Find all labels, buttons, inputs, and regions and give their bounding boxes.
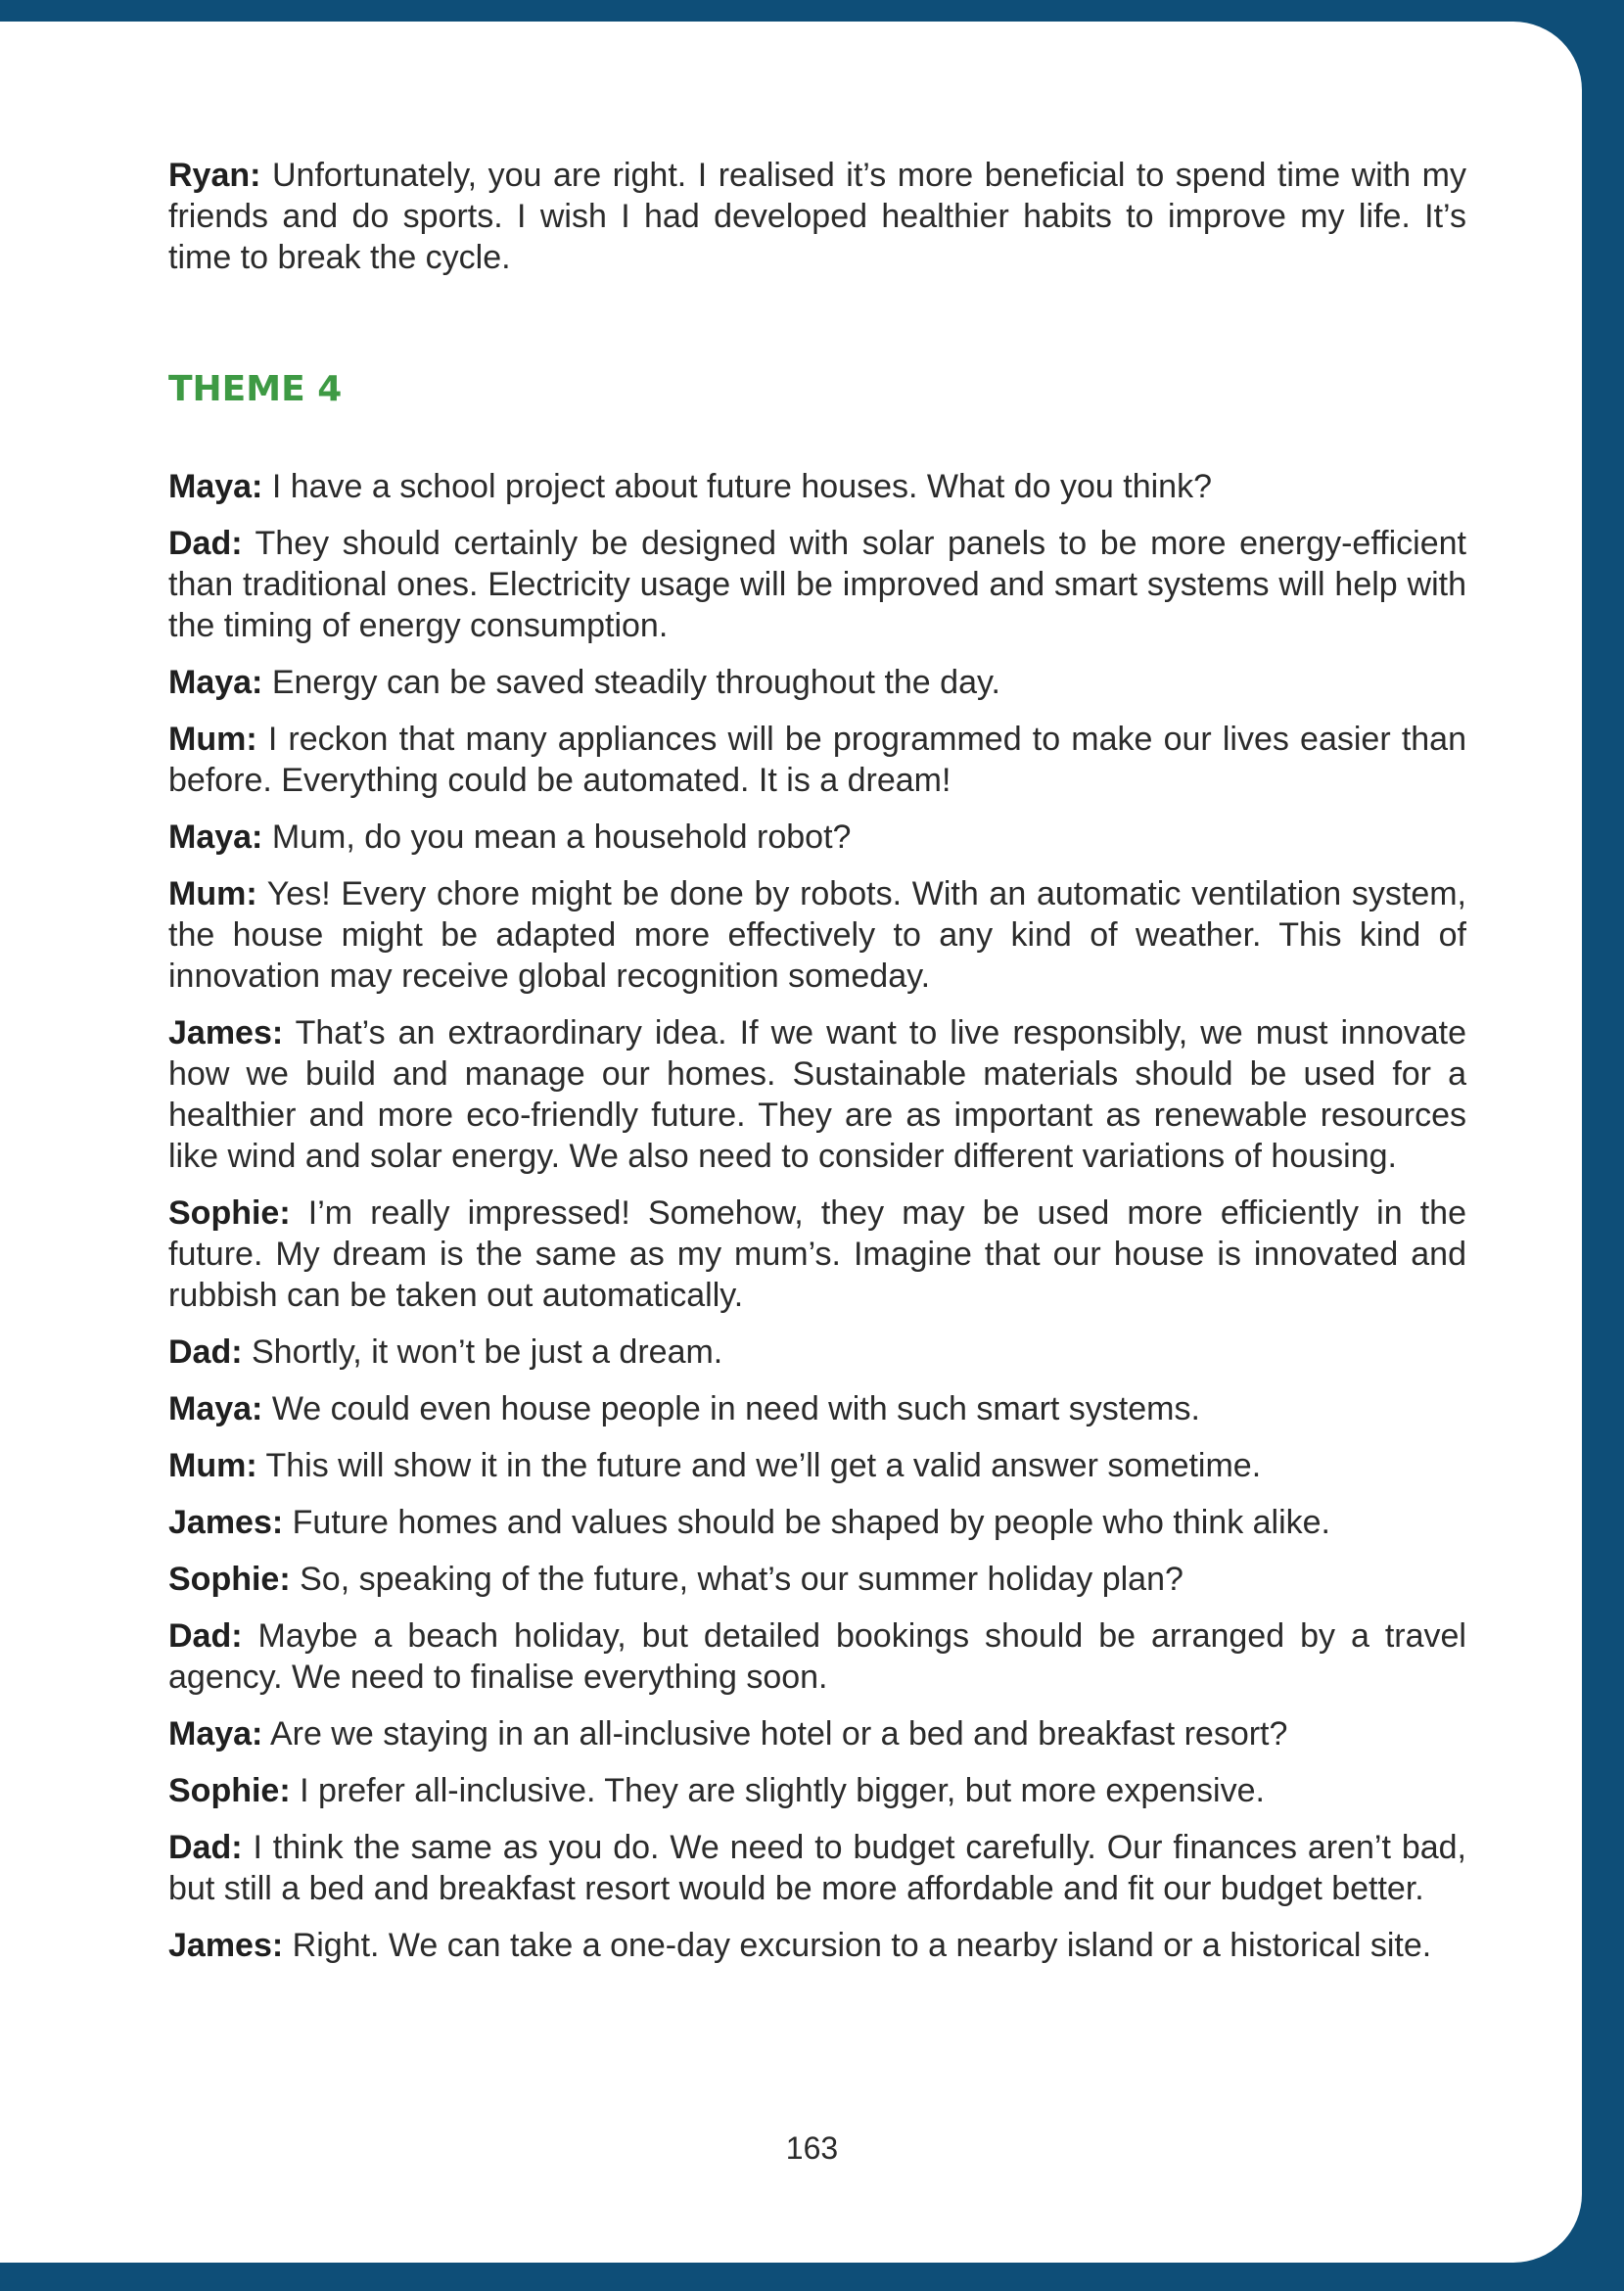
dialogue-line bbox=[168, 1502, 1466, 1543]
dialogue-line bbox=[168, 1827, 1466, 1909]
speaker-name: Maya: bbox=[168, 1715, 263, 1753]
dialogue-line bbox=[168, 1925, 1466, 1966]
dialogue-line bbox=[168, 1445, 1466, 1486]
dialogue-text: Maybe a beach holiday, but detailed bookings should be arranged by a travel agency. We need to finalise everything soon. bbox=[168, 1617, 1466, 1696]
dialogue-text: I reckon that many appliances will be programmed to make our lives easier than before. Everything could be automated. It is a dream! bbox=[168, 721, 1466, 799]
dialogue-text: They should certainly be designed with solar panels to be more energy-efficient than traditional ones. Electricity usage will be improved and smart systems will help with the timing of energy consumption. bbox=[168, 525, 1466, 644]
dialogue-text: I have a school project about future houses. What do you think? bbox=[262, 468, 1212, 505]
dialogue-text: Mum, do you mean a household robot? bbox=[262, 818, 852, 856]
dialogue-line bbox=[168, 1615, 1466, 1698]
dialogue-line bbox=[168, 1388, 1466, 1429]
dialogue-text: Shortly, it won’t be just a dream. bbox=[242, 1333, 723, 1371]
speaker-name: James: bbox=[168, 1014, 284, 1052]
dialogue-text: This will show it in the future and we’ll get a valid answer sometime. bbox=[256, 1447, 1262, 1484]
speaker-name: Ryan: bbox=[168, 157, 261, 194]
dialogue-text: Are we staying in an all-inclusive hotel or a bed and breakfast resort? bbox=[262, 1715, 1288, 1753]
dialogue-text: Yes! Every chore might be done by robots. With an automatic ventilation system, the house might be adapted more effectively to any kind of weather. This kind of innovation may receive global recognition someday. bbox=[168, 875, 1466, 995]
speaker-name: Dad: bbox=[168, 1333, 243, 1371]
dialogue-line bbox=[168, 1012, 1466, 1177]
dialogue-line bbox=[168, 523, 1466, 646]
dialogue-line bbox=[168, 1332, 1466, 1373]
page-number: 163 bbox=[785, 2130, 839, 2166]
dialogue-line bbox=[168, 1713, 1466, 1754]
speaker-name: Sophie: bbox=[168, 1194, 291, 1232]
dialogue-line bbox=[168, 1770, 1466, 1811]
speaker-name: Dad: bbox=[168, 1829, 243, 1866]
speaker-name: James: bbox=[168, 1927, 284, 1964]
dialogue-text: I think the same as you do. We need to budget carefully. Our finances aren’t bad, but still a bed and breakfast resort would be more affordable and fit our budget better. bbox=[168, 1829, 1466, 1907]
dialogue-text: Future homes and values should be shaped by people who think alike. bbox=[283, 1504, 1331, 1541]
dialogue-line bbox=[168, 1559, 1466, 1600]
speaker-name: Maya: bbox=[168, 818, 263, 856]
speaker-name: Sophie: bbox=[168, 1561, 291, 1598]
speaker-name: James: bbox=[168, 1504, 284, 1541]
dialogue-line bbox=[168, 1192, 1466, 1316]
dialogue-text: Unfortunately, you are right. I realised it’s more beneficial to spend time with my friends and do sports. I wish I had developed healthier habits to improve my life. It’s time to break the cycle. bbox=[168, 157, 1466, 276]
dialogue-text: We could even house people in need with such smart systems. bbox=[262, 1390, 1200, 1427]
speaker-name: Mum: bbox=[168, 721, 257, 758]
dialogue-text: So, speaking of the future, what’s our summer holiday plan? bbox=[290, 1561, 1183, 1598]
dialogue-line bbox=[168, 662, 1466, 703]
speaker-name: Dad: bbox=[168, 1617, 243, 1655]
speaker-name: Dad: bbox=[168, 525, 243, 562]
theme-heading: THEME 4 bbox=[168, 369, 343, 409]
page-content bbox=[168, 155, 1466, 1982]
dialogue-line bbox=[168, 466, 1466, 507]
intro-dialogue-line bbox=[168, 155, 1466, 278]
dialogue-text: That’s an extraordinary idea. If we want to live responsibly, we must innovate how we build and manage our homes. Sustainable materials should be used for a healthier and more eco-friendly future. They are as important as renewable resources like wind and solar energy. We also need to consider different variations of housing. bbox=[168, 1014, 1466, 1175]
speaker-name: Sophie: bbox=[168, 1772, 291, 1809]
dialogue-text: I’m really impressed! Somehow, they may be used more efficiently in the future. My dream is the same as my mum’s. Imagine that our house is innovated and rubbish can be taken out automatically. bbox=[168, 1194, 1466, 1314]
dialogue-text: I prefer all-inclusive. They are slightly bigger, but more expensive. bbox=[290, 1772, 1265, 1809]
speaker-name: Mum: bbox=[168, 875, 257, 912]
dialogue-line bbox=[168, 719, 1466, 801]
dialogue-text: Energy can be saved steadily throughout the day. bbox=[262, 664, 1000, 701]
speaker-name: Mum: bbox=[168, 1447, 257, 1484]
speaker-name: Maya: bbox=[168, 664, 263, 701]
speaker-name: Maya: bbox=[168, 1390, 263, 1427]
dialogue-text: Right. We can take a one-day excursion to a nearby island or a historical site. bbox=[283, 1927, 1432, 1964]
dialogue-line bbox=[168, 873, 1466, 997]
dialogue-line bbox=[168, 817, 1466, 858]
dialogue-list bbox=[168, 466, 1466, 1966]
speaker-name: Maya: bbox=[168, 468, 263, 505]
